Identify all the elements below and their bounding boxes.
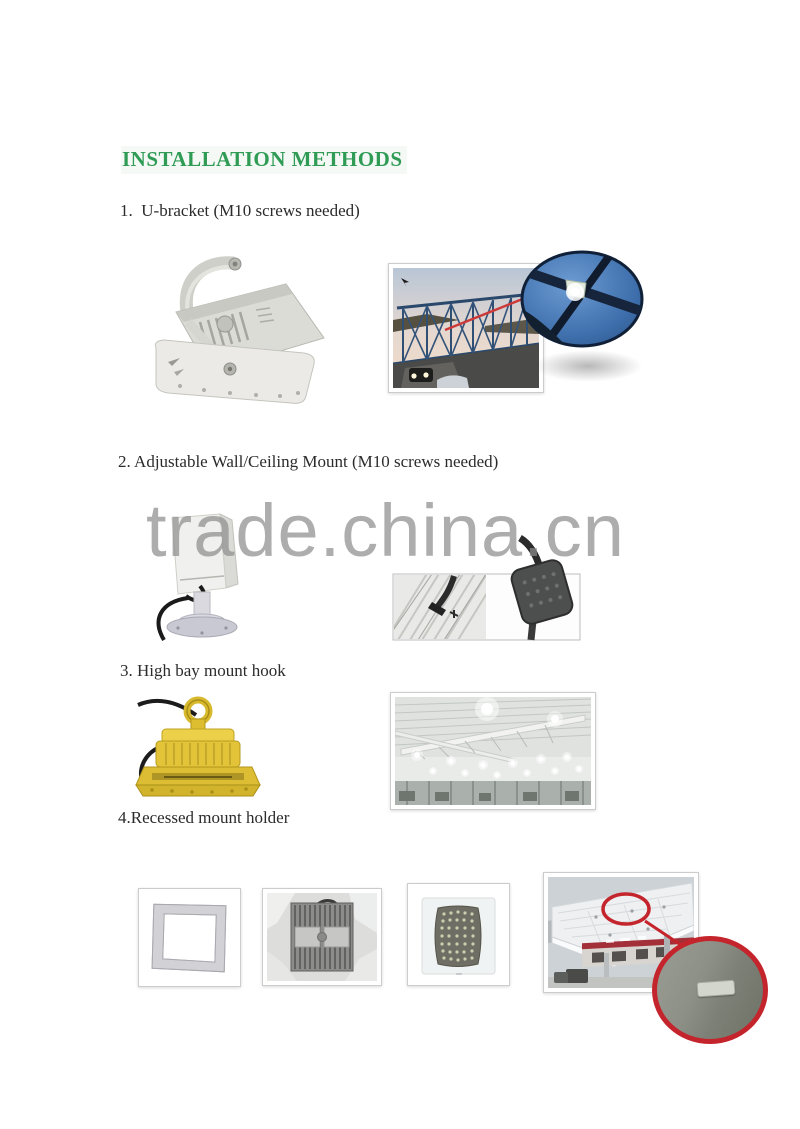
recessed-trim-frame-photo [138,888,241,987]
page-title: INSTALLATION METHODS [121,146,407,174]
u-bracket-floodlight-image [138,250,338,410]
recessed-light-magnifier-callout [652,936,768,1044]
bridge-installation-photo [393,268,539,388]
warehouse-installation-photo [395,697,591,805]
recessed-heatsink-photo [262,888,382,986]
callout-shadow [533,350,643,382]
recessed-lens-image [412,888,505,981]
bridge-mount-magnifier-callout [520,250,646,350]
adjustable-mount-fixture-image [142,500,260,642]
wall-ceiling-mount-photo [392,536,582,642]
warehouse-photo-frame [390,692,596,810]
section-4-label: 4.Recessed mount holder [118,808,290,827]
high-bay-hook-fixture-image [126,693,266,805]
section-2-label: 2. Adjustable Wall/Ceiling Mount (M10 screws needed) [118,452,499,471]
section-3-label: 3. High bay mount hook [120,661,286,680]
recessed-light-closeup-fixture [697,980,736,998]
recessed-lens-photo [407,883,510,986]
recessed-heatsink-image [267,893,377,981]
recessed-trim-frame-image [143,893,236,982]
section-1-label: 1. U-bracket (M10 screws needed) [120,201,360,220]
watermark-text: trade.china.cn [146,489,625,572]
